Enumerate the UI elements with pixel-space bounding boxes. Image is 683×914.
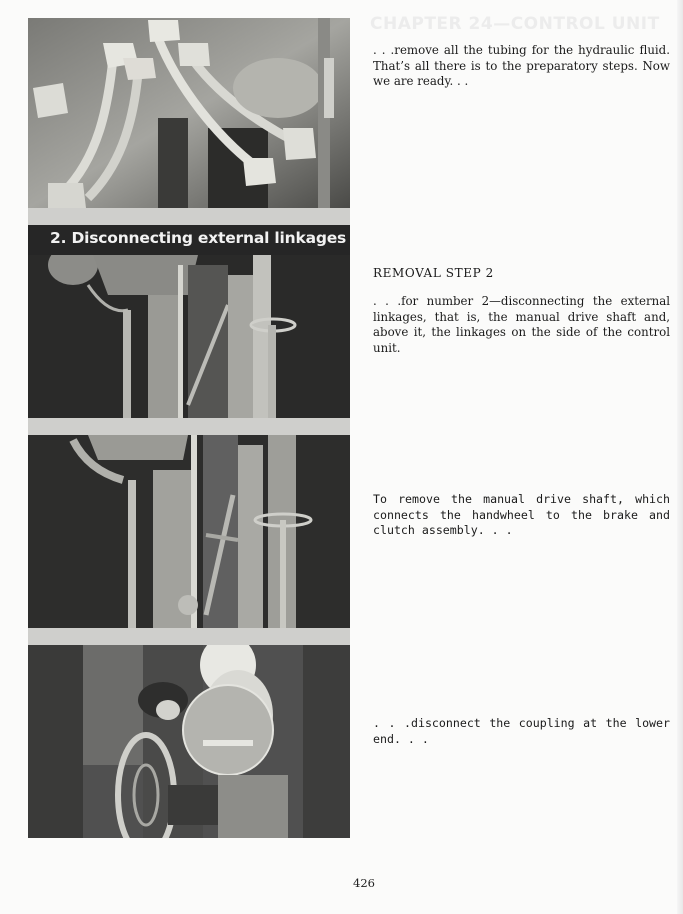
paragraph-disconnect-coupling: . . .disconnect the coupling at the lower end. . .	[373, 716, 670, 746]
bleed-through-heading: CHAPTER 24—CONTROL UNIT	[370, 14, 660, 34]
page-edge-shadow	[677, 0, 683, 914]
page-number: 426	[353, 876, 375, 890]
photo-separator	[28, 628, 350, 645]
figure-caption: 2. Disconnecting external linkages	[50, 229, 347, 247]
photo-separator	[28, 208, 350, 225]
figure-caption-bar	[28, 225, 350, 255]
paragraph-external-linkages: . . .for number 2—disconnecting the external linkages, that is, the manual drive shaft and, above it, the linkages on the side of the control unit.	[373, 294, 670, 355]
removal-step-heading: REMOVAL STEP 2	[373, 266, 494, 280]
figure-external-linkages	[28, 255, 350, 418]
figure-hydraulic-tubing	[28, 18, 350, 208]
paragraph-manual-drive-shaft: To remove the manual drive shaft, which connects the handwheel to the brake and clutch assembly. . .	[373, 492, 670, 537]
figure-lower-coupling	[28, 645, 350, 838]
bleed-through-text	[373, 124, 670, 184]
figure-manual-drive-shaft	[28, 435, 350, 628]
paragraph-preparatory-steps: . . .remove all the tubing for the hydraulic fluid. That’s all there is to the preparatory steps. Now we are ready. . .	[373, 43, 670, 88]
photo-column	[28, 18, 350, 838]
photo-separator	[28, 418, 350, 435]
